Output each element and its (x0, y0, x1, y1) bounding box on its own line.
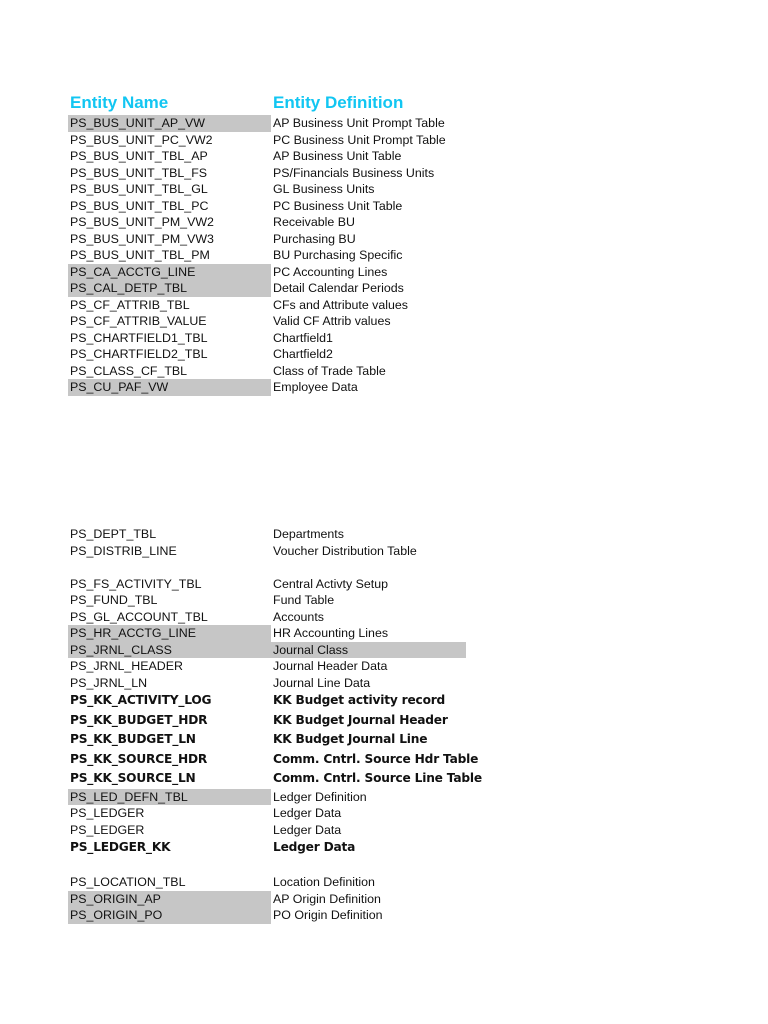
entity-definition-cell: PC Business Unit Table (273, 198, 403, 213)
entity-name-header: Entity Name (70, 93, 169, 112)
entity-name-cell: PS_CU_PAF_VW (68, 379, 271, 396)
entity-definition-cell: Journal Header Data (273, 659, 388, 673)
entity-name-cell: PS_JRNL_CLASS (68, 642, 271, 659)
entity-definition-cell: Comm. Cntrl. Source Line Table (273, 771, 482, 785)
entity-definition-cell: Receivable BU (273, 215, 355, 229)
entity-definition-cell: Ledger Data (273, 806, 342, 820)
entity-name-cell: PS_BUS_UNIT_TBL_AP (70, 149, 208, 163)
entity-definition-header: Entity Definition (273, 93, 404, 112)
table-row (68, 789, 468, 806)
entity-name-cell: PS_HR_ACCTG_LINE (68, 625, 271, 642)
table-row (68, 891, 468, 908)
table-row (68, 543, 468, 560)
table-row (68, 805, 468, 822)
spacer-row (68, 858, 468, 875)
table-row (68, 750, 479, 770)
entity-definition-cell: PC Accounting Lines (273, 264, 388, 279)
table-row (68, 363, 468, 380)
table-row (68, 658, 468, 675)
entity-definition-cell: Employee Data (273, 380, 358, 394)
entity-definition-cell: Departments (273, 527, 344, 541)
entity-list-group-2 (68, 526, 482, 924)
table-row (68, 330, 468, 347)
entity-name-cell: PS_JRNL_HEADER (70, 659, 183, 673)
entity-definition-cell: PO Origin Definition (273, 908, 383, 922)
entity-definition-cell: PS/Financials Business Units (273, 165, 435, 180)
entity-name-cell: PS_BUS_UNIT_TBL_PC (70, 198, 209, 213)
entity-definition-cell: Central Activty Setup (273, 576, 389, 591)
entity-name-cell: PS_CF_ATTRIB_TBL (70, 297, 190, 312)
entity-name-cell: PS_KK_BUDGET_HDR (70, 712, 208, 727)
table-row (68, 198, 468, 215)
entity-name-cell: PS_BUS_UNIT_TBL_PM (70, 248, 210, 262)
entity-definition-cell: KK Budget Journal Header (273, 712, 448, 727)
entity-name-cell: PS_CHARTFIELD2_TBL (70, 347, 208, 361)
entity-name-cell: PS_CA_ACCTG_LINE (68, 264, 271, 281)
table-row (68, 379, 468, 396)
entity-definition-cell: KK Budget Journal Line (273, 732, 428, 746)
entity-definition-cell: Purchasing BU (273, 231, 356, 246)
entity-name-cell: PS_JRNL_LN (70, 675, 148, 690)
entity-list-group-1 (68, 115, 468, 396)
table-row (68, 822, 468, 839)
entity-name-cell: PS_BUS_UNIT_PC_VW2 (70, 132, 213, 147)
entity-definition-cell: AP Origin Definition (273, 891, 381, 906)
table-row (68, 132, 468, 149)
entity-definition-cell: KK Budget activity record (273, 693, 446, 707)
entity-name-cell: PS_FS_ACTIVITY_TBL (70, 576, 202, 591)
spacer-row (68, 559, 468, 576)
table-row (68, 231, 468, 248)
entity-definition-cell: CFs and Attribute values (273, 297, 408, 312)
table-row (68, 148, 468, 165)
entity-definition-cell: GL Business Units (273, 182, 375, 196)
entity-definition-cell: Accounts (273, 609, 324, 624)
entity-name-cell: PS_KK_SOURCE_HDR (70, 751, 208, 766)
table-row (68, 874, 468, 891)
entity-name-cell: PS_CF_ATTRIB_VALUE (70, 314, 207, 328)
table-row (68, 625, 468, 642)
entity-definition-cell: Ledger Data (273, 822, 342, 837)
table-row (68, 280, 468, 297)
entity-name-cell: PS_LOCATION_TBL (70, 875, 186, 889)
entity-name-cell: PS_LEDGER (70, 806, 145, 820)
entity-name-cell: PS_BUS_UNIT_TBL_GL (70, 182, 208, 196)
entity-definition-cell: Class of Trade Table (273, 363, 386, 378)
entity-name-cell: PS_KK_BUDGET_LN (70, 732, 196, 746)
entity-name-cell: PS_ORIGIN_PO (68, 907, 271, 924)
entity-definition-cell: Ledger Definition (273, 789, 367, 804)
entity-definition-cell: Journal Class (271, 642, 466, 659)
table-row (68, 907, 468, 924)
table-row (68, 346, 468, 363)
entity-definition-cell: HR Accounting Lines (273, 626, 389, 640)
table-row (68, 165, 468, 182)
table-row (68, 264, 468, 281)
entity-name-cell: PS_BUS_UNIT_TBL_FS (70, 165, 208, 180)
entity-name-cell: PS_CAL_DETP_TBL (68, 280, 271, 297)
table-row (68, 115, 468, 132)
entity-definition-cell: Journal Line Data (273, 675, 371, 690)
table-row (68, 181, 468, 198)
table-row (68, 297, 468, 314)
entity-name-cell: PS_KK_SOURCE_LN (70, 771, 196, 785)
entity-definition-cell: Chartfield2 (273, 347, 333, 361)
table-row (68, 691, 468, 711)
table-row (68, 313, 468, 330)
entity-definition-cell: AP Business Unit Prompt Table (273, 116, 445, 130)
entity-name-cell: PS_BUS_UNIT_PM_VW2 (70, 215, 214, 229)
entity-name-cell: PS_LEDGER (70, 822, 145, 837)
table-row (68, 526, 468, 543)
entity-name-cell: PS_LEDGER_KK (70, 840, 171, 854)
entity-definition-cell: Detail Calendar Periods (273, 281, 404, 295)
entity-name-cell: PS_FUND_TBL (70, 593, 158, 607)
entity-definition-cell: Ledger Data (273, 840, 356, 854)
entity-definition-cell: Chartfield1 (273, 330, 333, 345)
table-row (68, 769, 482, 789)
entity-name-cell: PS_BUS_UNIT_AP_VW (68, 115, 271, 132)
table-row (68, 675, 468, 692)
entity-definition-cell: Valid CF Attrib values (273, 314, 391, 328)
entity-definition-cell: PC Business Unit Prompt Table (273, 132, 446, 147)
entity-name-cell: PS_GL_ACCOUNT_TBL (70, 609, 208, 624)
entity-name-cell: PS_DEPT_TBL (70, 527, 157, 541)
entity-definition-cell: BU Purchasing Specific (273, 248, 403, 262)
table-row (68, 711, 468, 731)
table-row (68, 592, 468, 609)
entity-name-cell: PS_LED_DEFN_TBL (68, 789, 271, 806)
entity-name-cell: PS_BUS_UNIT_PM_VW3 (70, 231, 214, 246)
table-row (68, 247, 468, 264)
entity-name-cell: PS_CLASS_CF_TBL (70, 363, 188, 378)
table-row (68, 642, 468, 659)
entity-definition-cell: Location Definition (273, 875, 375, 889)
table-row (68, 214, 468, 231)
entity-name-cell: PS_KK_ACTIVITY_LOG (70, 693, 212, 707)
table-row (68, 838, 468, 858)
entity-definition-cell: AP Business Unit Table (273, 149, 402, 163)
table-row (68, 609, 468, 626)
table-row (68, 730, 468, 750)
entity-definition-cell: Voucher Distribution Table (273, 543, 417, 558)
entity-name-cell: PS_CHARTFIELD1_TBL (70, 330, 208, 345)
entity-name-cell: PS_DISTRIB_LINE (70, 543, 177, 558)
entity-definition-cell: Fund Table (273, 593, 335, 607)
entity-name-cell: PS_ORIGIN_AP (68, 891, 271, 908)
entity-definition-cell: Comm. Cntrl. Source Hdr Table (273, 751, 479, 766)
table-row (68, 576, 468, 593)
